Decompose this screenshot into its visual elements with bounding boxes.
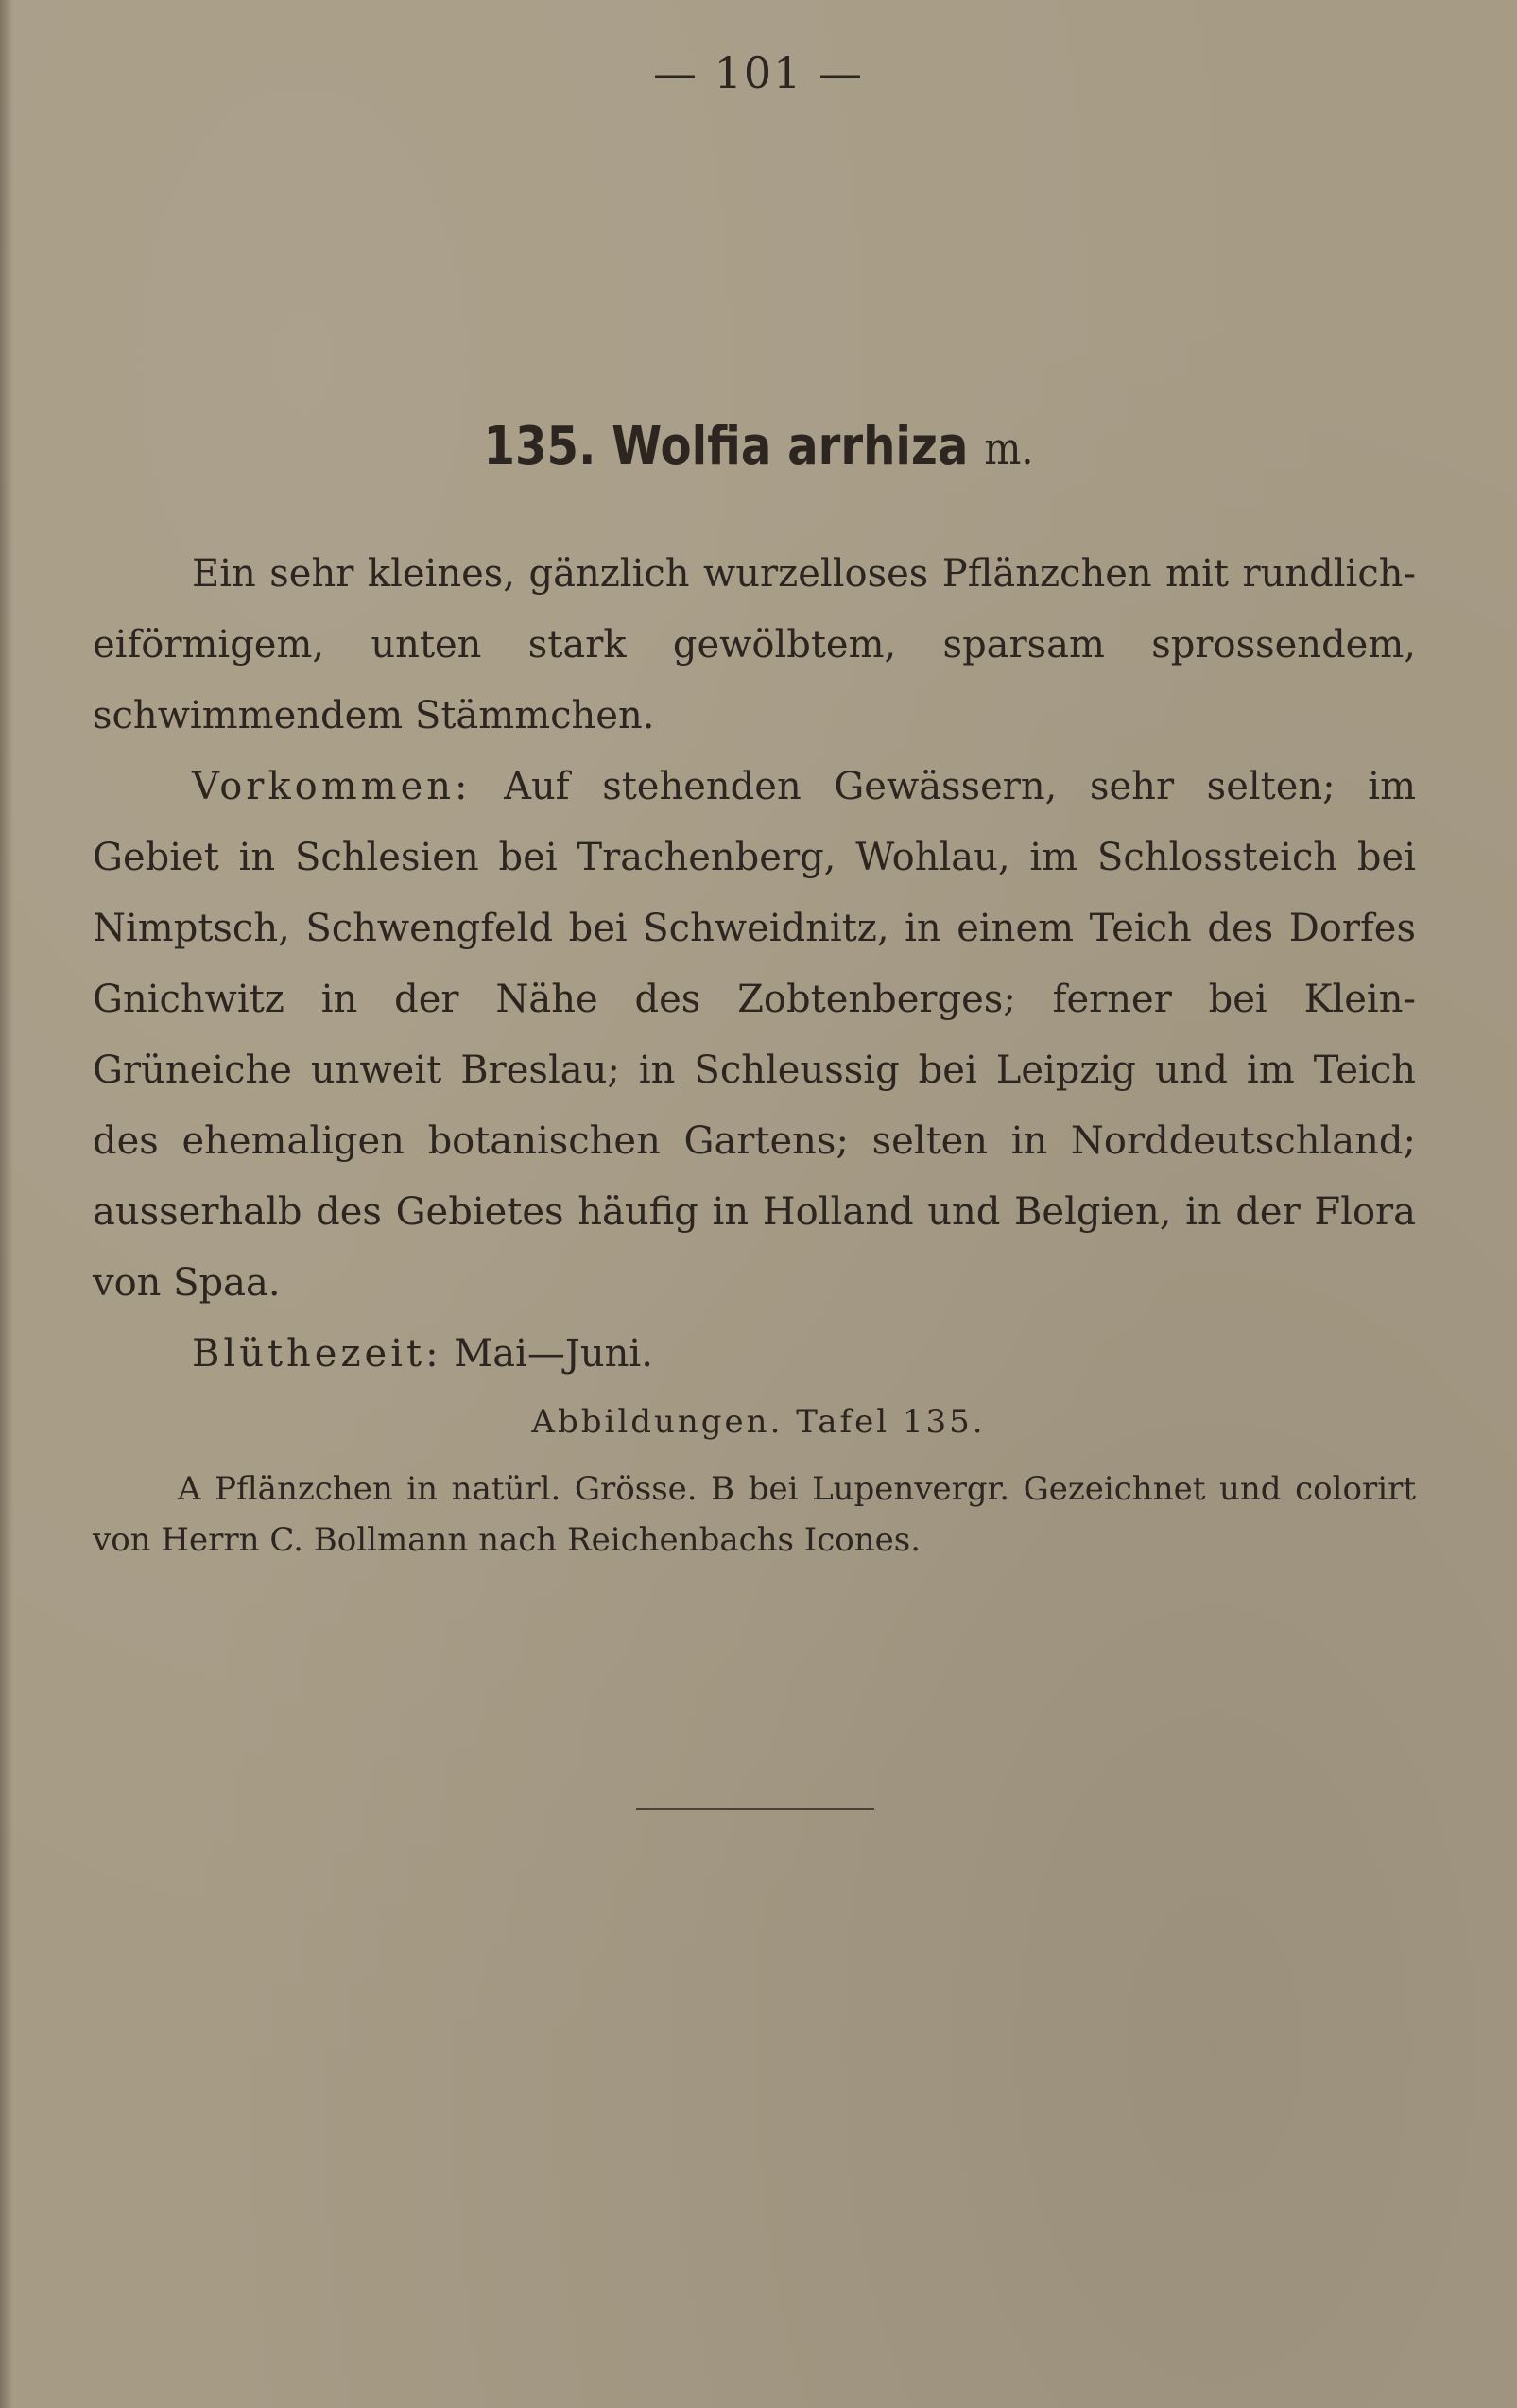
caption-paragraph: A Pflänzchen in natürl. Grösse. B bei Lupenvergr. Gezeichnet und colorirt von Herrn C. Bollmann nach Reichenbachs Icones. bbox=[93, 1470, 1416, 1559]
occurrence-text: Auf stehenden Gewässern, sehr selten; im Gebiet in Schlesien bei Trachenberg, Wohlau, im Schlossteich bei Nimptsch, Schwengfeld bei Schweidnitz, in einem Teich des Dorfes Gnichwitz in der Nähe des Zobtenberges; ferner bei Klein-Grüneiche unweit Breslau; in Schleussig bei Leipzig und im Teich des ehemaligen botanischen Gartens; selten in Norddeutschland; ausserhalb des Gebietes häufig in Holland und Belgien, in der Flora von Spaa. bbox=[93, 765, 1416, 1305]
page-edge-shadow bbox=[0, 0, 13, 2408]
occurrence-paragraph bbox=[93, 752, 1416, 1319]
species-title bbox=[106, 416, 1410, 477]
illustrations-heading: Abbildungen. Tafel 135. bbox=[531, 1403, 986, 1441]
occurrence-label: Vorkommen: bbox=[192, 765, 472, 808]
species-author: m. bbox=[984, 423, 1034, 476]
page-number: — 101 — bbox=[652, 47, 865, 98]
species-name: Wolfia arrhiza bbox=[612, 416, 969, 477]
species-number: 135. bbox=[483, 416, 596, 477]
illustrations-caption bbox=[93, 1464, 1416, 1566]
flowering-paragraph bbox=[93, 1319, 1416, 1390]
flowering-label: Blüthezeit: bbox=[192, 1332, 442, 1376]
flowering-text: Mai—Juni. bbox=[454, 1332, 653, 1376]
body-text bbox=[93, 539, 1416, 1390]
description-paragraph: Ein sehr kleines, gänzlich wurzelloses Pflänzchen mit rundlich-eiförmigem, unten stark gewölbtem, sparsam sprossendem, schwimmendem Stämmchen. bbox=[93, 552, 1416, 737]
closing-rule bbox=[636, 1808, 874, 1810]
